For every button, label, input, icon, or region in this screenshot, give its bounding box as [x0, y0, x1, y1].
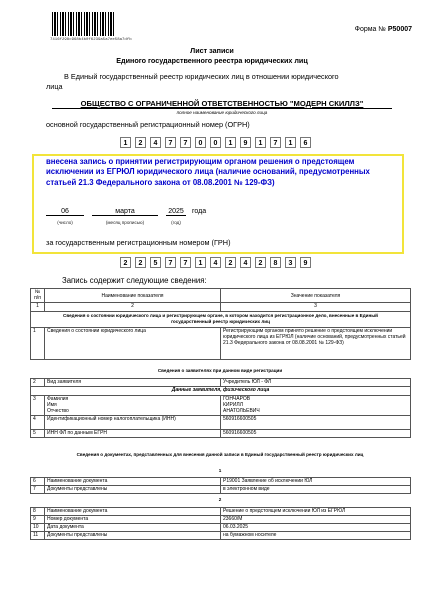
row-name: Номер документа: [45, 516, 221, 524]
row-name: Документы представлены: [45, 532, 221, 540]
grn-digits: [120, 257, 315, 268]
subsection-applicant-title: Данные заявителя, физического лица: [31, 387, 411, 396]
table-row: [31, 416, 411, 430]
row-name: Наименование документа: [45, 508, 221, 516]
table-row: [31, 328, 411, 360]
table-row: [31, 486, 411, 494]
grn-digit: 2: [255, 257, 266, 268]
row-value: Регистрирующим органом принято решение о предстоящем исключении юридического лица из ЕГРЮЛ (наличие оснований, предусмотренных статьей 21.3 Федерального закона от 08.08.2001 № 129-ФЗ): [221, 328, 411, 360]
row-name: Наименование документа: [45, 478, 221, 486]
patronymic-value: АНАТОЛЬЕВИЧ: [223, 408, 260, 414]
grn-digit: 5: [150, 257, 161, 268]
entry-month-caption: (месяц прописью): [105, 220, 145, 225]
ogrn-digit: 4: [150, 137, 161, 148]
row-value: Учредитель ЮЛ - ФЛ: [221, 379, 411, 387]
row-number: 6: [31, 478, 45, 486]
entry-day-caption: (число): [57, 220, 73, 225]
grn-digit: 4: [240, 257, 251, 268]
grn-digit: 2: [225, 257, 236, 268]
col-value-header: Значение показателя: [221, 289, 411, 303]
section-documents-title: Сведения о документах, представленных для внесения данной записи в Единый государственный реестр юридических лиц: [76, 452, 364, 457]
ogrn-digit: 0: [195, 137, 206, 148]
row-value: Р19001 Заявление об исключении ЮЛ: [221, 478, 411, 486]
form-code: Р50007: [387, 26, 412, 33]
table-header-row: [31, 289, 411, 303]
ogrn-digits: [120, 137, 315, 148]
entry-year-suffix: года: [192, 208, 207, 215]
ogrn-digit: 2: [135, 137, 146, 148]
row-number: 11: [31, 532, 45, 540]
ogrn-digit: 7: [165, 137, 176, 148]
firstname-value: КИРИЛЛ: [223, 402, 243, 408]
table-row: [31, 379, 411, 387]
grn-digit: 7: [180, 257, 191, 268]
ogrn-digit: 1: [225, 137, 236, 148]
row-number: 3: [31, 396, 45, 416]
ogrn-digit: 6: [300, 137, 311, 148]
row-value: Решение о предстоящем исключении ЮЛ из ЕГРЮЛ: [221, 508, 411, 516]
intro-line-2: лица: [46, 82, 63, 91]
doc-title: Лист записи: [190, 46, 234, 55]
col-num-header: № п/п: [31, 289, 45, 303]
entry-day: 06: [46, 208, 84, 216]
intro-line-1: В Единый государственный реестр юридических лиц в отношении юридического: [64, 72, 339, 81]
firstname-label: Имя: [47, 402, 57, 408]
record-header: Запись содержит следующие сведения:: [62, 276, 207, 285]
grn-digit: 9: [300, 257, 311, 268]
table-row: [31, 478, 411, 486]
row-name: Дата документа: [45, 524, 221, 532]
row-value: [221, 396, 411, 416]
row-number: 9: [31, 516, 45, 524]
barcode-text: 7416f298c968b4b0f6239a5a7ee58a7dfb: [50, 38, 132, 42]
col-name-header: Наименование показателя: [45, 289, 221, 303]
table-row: [31, 430, 411, 438]
row-value: 06.03.2025: [221, 524, 411, 532]
records-table-1: [30, 288, 411, 360]
ogrn-digit: 9: [240, 137, 251, 148]
grn-label: за государственным регистрационным номером (ГРН): [46, 238, 231, 247]
entry-month: марта: [92, 208, 158, 216]
row-number: 10: [31, 524, 45, 532]
row-name: Вид заявителя: [45, 379, 221, 387]
surname-label: Фамилия: [47, 396, 69, 402]
company-name-caption: полное наименование юридического лица: [176, 110, 268, 115]
ogrn-digit: 1: [120, 137, 131, 148]
row-name: [45, 396, 221, 416]
table-row: [31, 396, 411, 416]
row-number: 2: [31, 379, 45, 387]
row-name: Документы представлены: [45, 486, 221, 494]
section-state-title: Сведения о состоянии юридического лица и регистрирующем органе, в котором находится регистрационное дело, внесенные в Единый государственный реестр юридических лиц: [31, 312, 411, 328]
row-value: 560916600505: [221, 416, 411, 430]
table-row: [31, 532, 411, 540]
records-table-4: [30, 507, 411, 540]
row-number: 4: [31, 416, 45, 430]
section-applicants-title: Сведения о заявителях при данном виде регистрации: [157, 368, 283, 373]
subsection-row: [31, 387, 411, 396]
ogrn-digit: 1: [285, 137, 296, 148]
grn-digit: 2: [135, 257, 146, 268]
grn-digit: 2: [120, 257, 131, 268]
ogrn-label: основной государственный регистрационный номер (ОГРН): [46, 120, 250, 129]
row-value: в электронном виде: [221, 486, 411, 494]
grn-digit: 1: [195, 257, 206, 268]
row-number: 7: [31, 486, 45, 494]
entry-text: внесена запись о принятии регистрирующим органом решения о предстоящем исключении из ЕГРЮЛ юридического лица (наличие оснований, предусмотренных статьей 21.3 Федерального закона от 08.08.2001 № 129-ФЗ): [46, 157, 370, 187]
row-value: 23660/М: [221, 516, 411, 524]
section-row: [31, 312, 411, 328]
entry-year: 2025: [166, 208, 186, 216]
ogrn-digit: 7: [180, 137, 191, 148]
col-index: 1: [31, 303, 45, 312]
table-index-row: [31, 303, 411, 312]
records-table-3: [30, 477, 411, 494]
row-number: 8: [31, 508, 45, 516]
patronymic-label: Отчество: [47, 408, 69, 414]
row-name: ИНН ФЛ по данным ЕГРН: [45, 430, 221, 438]
col-index: 3: [221, 303, 411, 312]
ogrn-digit: 1: [255, 137, 266, 148]
row-number: 5: [31, 430, 45, 438]
form-number: [355, 26, 412, 33]
form-label: Форма №: [354, 26, 386, 33]
row-name: Сведения о состоянии юридического лица: [45, 328, 221, 360]
grn-digit: 7: [165, 257, 176, 268]
document-1-number: 1: [218, 468, 222, 473]
grn-digit: 3: [285, 257, 296, 268]
ogrn-digit: 7: [270, 137, 281, 148]
records-table-2: [30, 378, 411, 438]
col-index: 2: [45, 303, 221, 312]
doc-subtitle: Единого государственного реестра юридических лиц: [116, 56, 308, 65]
table-row: [31, 524, 411, 532]
company-name: ОБЩЕСТВО С ОГРАНИЧЕННОЙ ОТВЕТСТВЕННОСТЬЮ "МОДЕРН СКИЛЛЗ": [52, 99, 392, 109]
grn-digit: 4: [210, 257, 221, 268]
table-row: [31, 516, 411, 524]
row-name: Идентификационный номер налогоплательщика (ИНН): [45, 416, 221, 430]
row-value: 560916600505: [221, 430, 411, 438]
document-2-number: 2: [218, 497, 222, 502]
row-value: на бумажном носителе: [221, 532, 411, 540]
entry-year-caption: (год): [171, 220, 181, 225]
table-row: [31, 508, 411, 516]
surname-value: ГОНЧАРОВ: [223, 396, 251, 402]
grn-digit: 8: [270, 257, 281, 268]
barcode: [52, 12, 116, 36]
ogrn-digit: 0: [210, 137, 221, 148]
row-number: 1: [31, 328, 45, 360]
